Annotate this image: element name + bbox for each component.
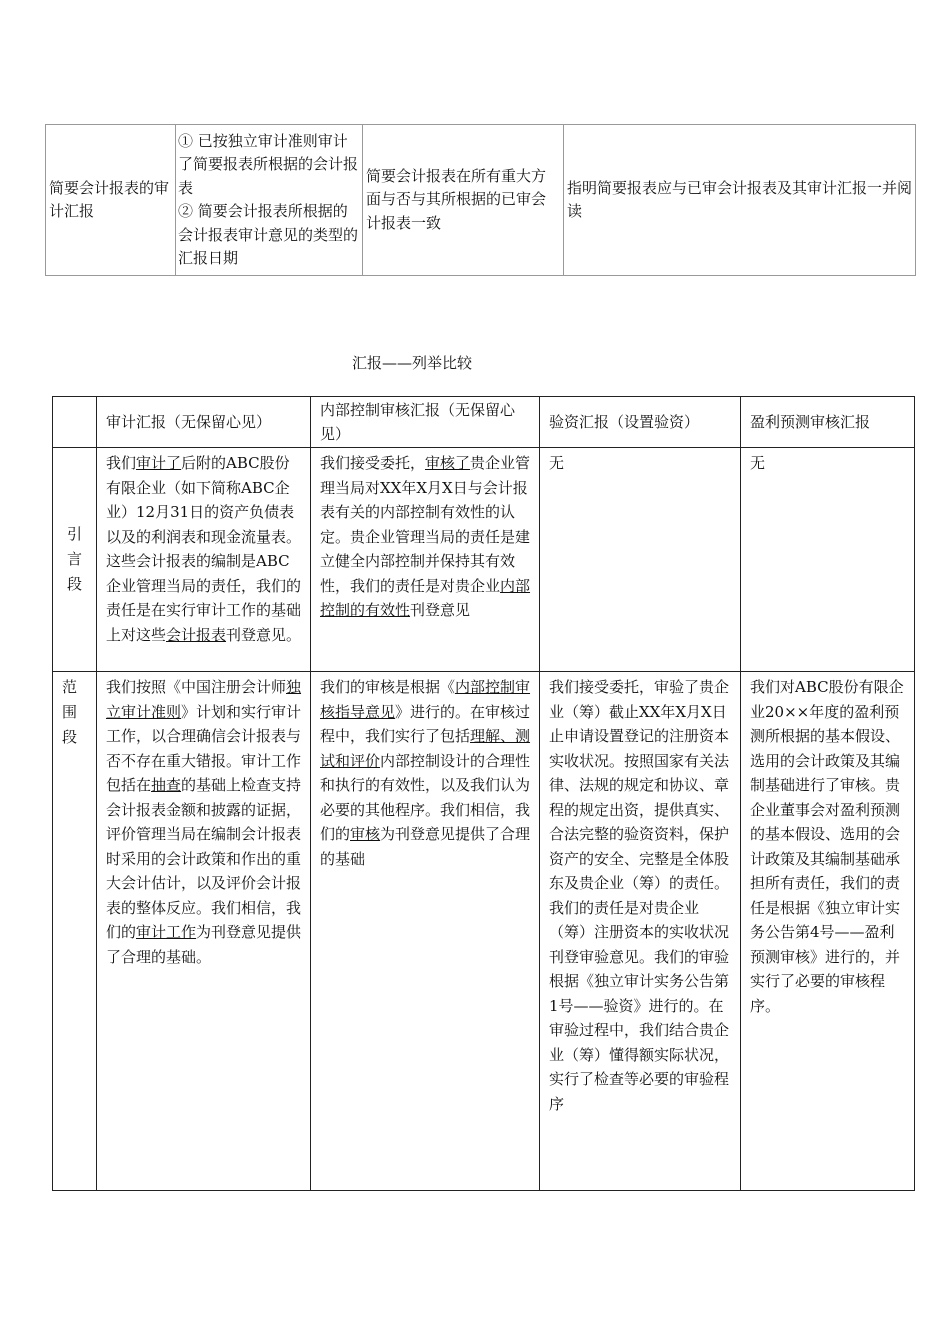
underlined-term: 内部控制的有效性 (320, 576, 531, 619)
table-row (53, 448, 915, 672)
table-cell (311, 672, 540, 1191)
text-run: 》进行的。在审核过程中，我们实行了包括 (320, 702, 531, 745)
text-run: 为刊登意见提供了合理的基础 (320, 825, 531, 868)
cell-text: ① 已按独立审计准则审计了简要报表所根据的会计报表 ② 简要会计报表所根据的会计报表审计意见的类型的汇报日期 (178, 131, 359, 267)
text-run: 刊登意见 (410, 601, 471, 619)
section-label (53, 672, 97, 1191)
table-cell: 我们对ABC股份有限企业20××年度的盈利预测所根据的基本假设、选用的会计政策及其编制基础进行了审核。贵企业董事会对盈利预测的基本假设、选用的会计政策及其编制基础承担所有责任，我们的责任是根据《独立审计实务公告第4号——盈利预测审核》进行的，并实行了必要的审核程序。 (741, 672, 915, 1191)
table-cell: 简要会计报表的审计汇报 (46, 125, 176, 276)
page-title: 汇报——列举比较 (351, 354, 472, 372)
table-cell: 无 (741, 448, 915, 672)
underlined-term: 会计报表 (166, 625, 227, 644)
underlined-term: 审计了 (136, 454, 182, 472)
text-run: 我们的审核是根据《 (320, 678, 456, 696)
table-cell: 无 (540, 448, 741, 672)
section-label-text: 范围段 (62, 678, 78, 746)
table-cell: 指明简要报表应与已审会计报表及其审计汇报一并阅读 (564, 125, 916, 276)
table-cell (97, 672, 311, 1191)
header-cell (53, 397, 97, 448)
header-cell: 盈利预测审核汇报 (741, 397, 915, 448)
table-cell: 我们接受委托，审验了贵企业（筹）截止XX年X月X日止申请设置登记的注册资本实收状况。按照国家有关法律、法规的规定和协议、章程的规定出资，提供真实、合法完整的验资资料，保护资产的安全、完整是全体股东及贵企业（筹）的责任。我们的责任是对贵企业（筹）注册资本的实收状况刊登审验意见。我们的审验根据《独立审计实务公告第1号——验资》进行的。在审验过程中，我们结合贵企业（筹）懂得额实际状况，实行了检查等必要的审验程序 (540, 672, 741, 1191)
text-run: 刊登意见。 (226, 625, 302, 644)
underlined-term: 审核 (350, 825, 381, 843)
section-label (53, 448, 97, 672)
header-cell: 验资汇报（设置验资） (540, 397, 741, 448)
table-header-row (53, 397, 915, 448)
summary-report-table (45, 124, 916, 276)
text-run: 的基础上检查支持会计报表金额和披露的证据，评价管理当局在编制会计报表时采用的会计政策和作出的重大会计估计，以及评价会计报表的整体反应。我们相信，我们的 (106, 776, 302, 941)
text-run: 我们接受委托， (320, 454, 426, 472)
text-run: 后附的ABC股份有限企业（如下简称ABC企业）12月31日的资产负债表以及的利润表和现金流量表。这些会计报表的编制是ABC企业管理当局的责任，我们的责任是在实行审计工作的基础上对这些 (106, 454, 302, 644)
text-run: 贵企业管理当局对XX年X月X日与会计报表有关的内部控制有效性的认定。贵企业管理当局的责任是建立健全内部控制并保持其有效性，我们的责任是对贵企业 (320, 454, 531, 595)
underlined-term: 内部控制审核指导意见 (320, 678, 531, 721)
comparison-table (52, 396, 915, 1191)
table-cell (176, 125, 363, 276)
underlined-term: 审核了 (425, 454, 471, 472)
underlined-term: 审计工作 (136, 923, 197, 941)
header-cell: 内部控制审核汇报（无保留心见） (311, 397, 540, 448)
table-row (46, 125, 916, 276)
text-run: 内部控制设计的合理性和执行的有效性，以及我们认为必要的其他程序。我们相信，我们的 (320, 751, 531, 843)
text-run: 》计划和实行审计工作，以合理确信会计报表与否不存在重大错报。审计工作包括在 (106, 702, 302, 794)
table-cell (97, 448, 311, 672)
table-cell: 简要会计报表在所有重大方面与否与其所根据的已审会计报表一致 (363, 125, 564, 276)
text-run: 为刊登意见提供了合理的基础。 (106, 923, 302, 966)
table-row (53, 672, 915, 1191)
text-run: 我们 (106, 454, 137, 472)
header-cell: 审计汇报（无保留心见） (97, 397, 311, 448)
underlined-term: 抽查 (151, 776, 182, 794)
table-cell (311, 448, 540, 672)
text-run: 我们按照《中国注册会计师 (106, 678, 287, 696)
underlined-term: 独立审计准则 (106, 678, 302, 721)
underlined-term: 理解、测试和评价 (320, 727, 531, 770)
section-label-text: 引言段 (67, 525, 83, 593)
